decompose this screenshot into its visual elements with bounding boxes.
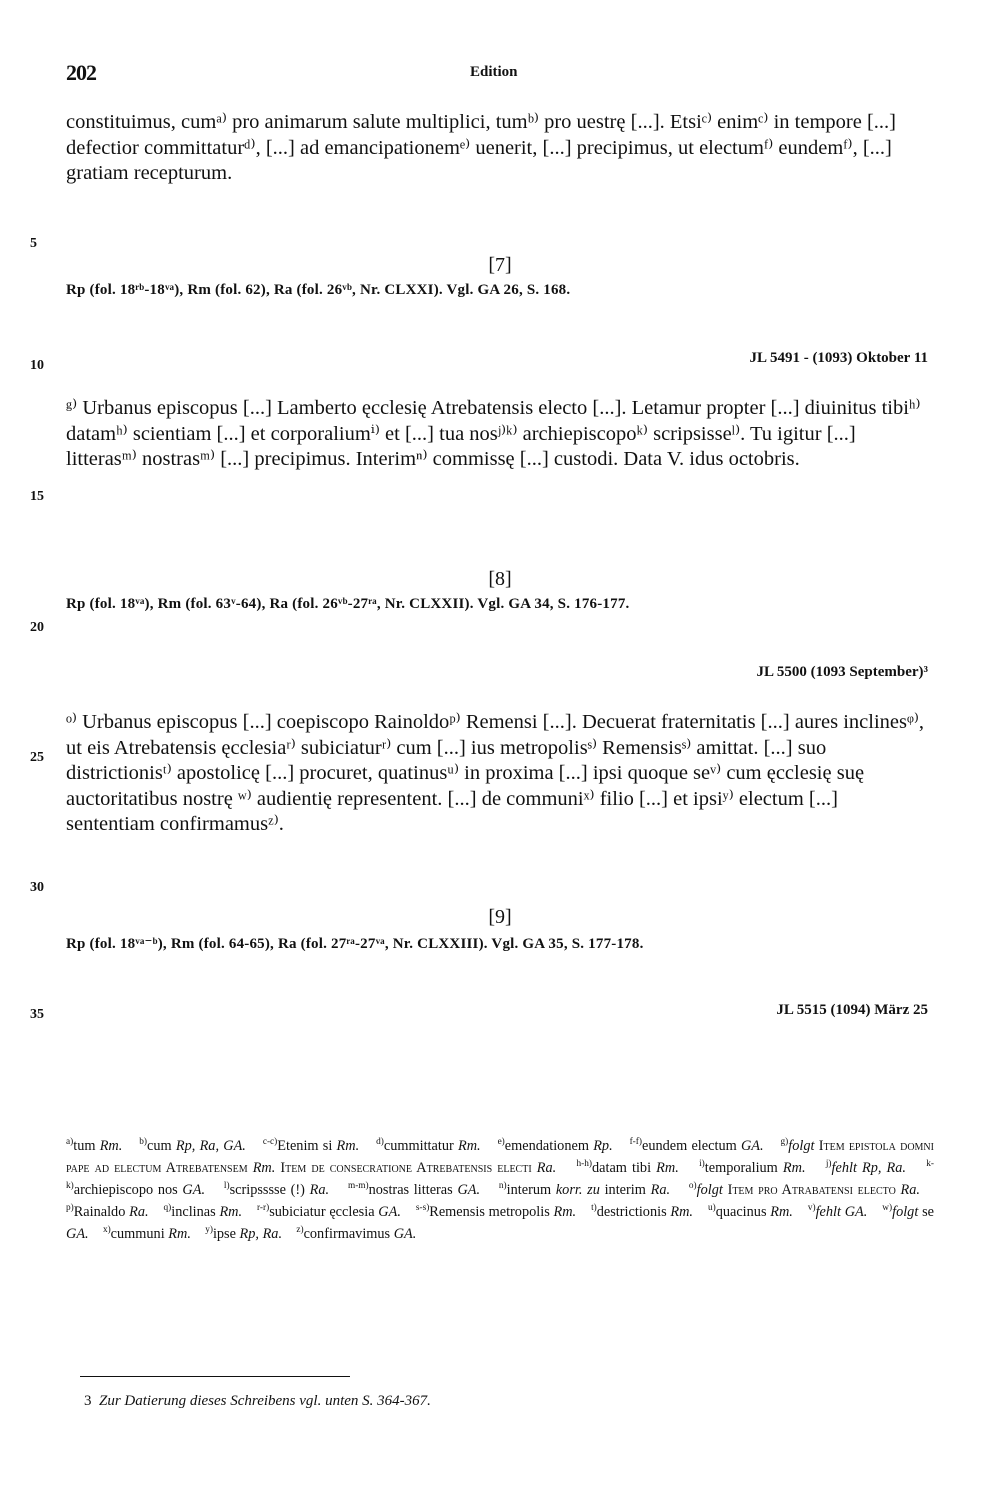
dating-line: JL 5500 (1093 September)³ <box>756 664 928 680</box>
apparatus-entry: $^{b)}$cum Rp, Ra, GA. <box>139 1137 246 1154</box>
footnote <box>84 1393 431 1410</box>
line-number: 25 <box>30 750 44 765</box>
document-text <box>66 396 928 473</box>
apparatus-entry: $^{q)}$inclinas Rm. <box>163 1203 243 1220</box>
document-paragraph: ᵒ⁾ Urbanus episcopus [...] coepiscopo Rainoldoᵖ⁾ Remensi [...]. Decuerat fraternitatis [...] aures inclinesᵠ⁾, ut eis Atrebatensis ęcclesiaʳ⁾ subiciaturʳ⁾ cum [...] ius metropolisˢ⁾ Remensisˢ⁾ amittat. [...] suo districtionisᵗ⁾ apostolicę [...] procuret, quatinusᵘ⁾ in proxima [...] ipsi quoque seᵛ⁾ cum ęcclesię suę auctoritatibus nostrę ʷ⁾ audientię representent. [...] de communiˣ⁾ filio [...] et ipsiʸ⁾ electum [...] sententiam confirmamusᶻ⁾. <box>66 711 924 835</box>
apparatus-entry: $^{g)}$folgt Item epistola domni pape ad electum Atrebatensem Rm. <box>66 1137 934 1176</box>
document-text <box>66 710 928 838</box>
page-number: 202 <box>66 60 96 85</box>
apparatus-entry: $^{e)}$emendationem Rp. <box>497 1137 613 1154</box>
critical-apparatus <box>66 1135 934 1245</box>
apparatus-entry: $^{p)}$Rainaldo Ra. <box>66 1203 149 1220</box>
continuation-paragraph: constituimus, cumᵃ⁾ pro animarum salute multiplici, tumᵇ⁾ pro uestrę [...]. Etsiᶜ⁾ enimᶜ⁾ in tempore [...] defectior committaturᵈ⁾, [...] ad emancipationemᵉ⁾ uenerit, [...] precipimus, ut electumᶠ⁾ eundemᶠ⁾, [...] gratiam recepturum. <box>66 111 896 184</box>
apparatus-entry: Item de consecratione Atrebatensis electi Ra. <box>280 1160 557 1176</box>
running-title: Edition <box>470 64 518 80</box>
apparatus-entry: $^{l)}$scripsssse (!) Ra. <box>223 1181 330 1198</box>
apparatus-entry: $^{v)}$fehlt GA. <box>807 1203 868 1220</box>
line-number: 15 <box>30 489 44 504</box>
footnote-number: 3 <box>84 1393 92 1409</box>
document-paragraph: ᵍ⁾ Urbanus episcopus [...] Lamberto ęcclesię Atrebatensis electo [...]. Letamur propter [...] diuinitus tibiʰ⁾ datamʰ⁾ scientiam [...] et corporaliumⁱ⁾ et [...] tua nosʲ⁾ᵏ⁾ archiepiscopoᵏ⁾ scripsisseˡ⁾. Tu igitur [...] litterasᵐ⁾ nostrasᵐ⁾ [...] precipimus. Interimⁿ⁾ commissę [...] custodi. Data V. idus octobris. <box>66 397 921 470</box>
dating-line: JL 5515 (1094) März 25 <box>776 1002 928 1018</box>
apparatus-entry: $^{u)}$quacinus Rm. <box>707 1203 793 1220</box>
document-number: [9] <box>488 906 512 928</box>
line-number: 20 <box>30 620 44 635</box>
apparatus-entry: $^{d)}$cummittatur Rm. <box>376 1137 481 1154</box>
apparatus-entry: $^{f-f)}$eundem electum GA. <box>629 1137 764 1154</box>
apparatus-entry: $^{t)}$destrictionis Rm. <box>591 1203 694 1220</box>
line-number: 10 <box>30 358 44 373</box>
tradition-line: Rp (fol. 18ʳᵇ-18ᵛᵃ), Rm (fol. 62), Ra (fol. 26ᵛᵇ, Nr. CLXXI). Vgl. GA 26, S. 168. <box>66 282 571 298</box>
dating-line: JL 5491 - (1093) Oktober 11 <box>749 350 928 366</box>
apparatus-entry: $^{s-s)}$Remensis metropolis Rm. <box>415 1203 577 1220</box>
apparatus-entry: $^{a)}$tum Rm. <box>66 1137 123 1154</box>
line-number: 5 <box>30 236 37 251</box>
apparatus-entry: $^{j)}$fehlt Rp, Ra. <box>825 1159 906 1176</box>
apparatus-entry: $^{x)}$cummuni Rm. <box>102 1225 191 1242</box>
apparatus-entry: $^{n)}$interum korr. zu interim Ra. <box>498 1181 671 1198</box>
apparatus-entry: $^{i)}$temporalium Rm. <box>699 1159 806 1176</box>
apparatus-entry: $^{y)}$ipse Rp, Ra. <box>205 1225 283 1242</box>
footnote-rule <box>80 1376 350 1377</box>
continuation-text <box>66 110 928 187</box>
line-number: 35 <box>30 1007 44 1022</box>
apparatus-entry: $^{w)}$folgt se GA. <box>66 1203 934 1242</box>
apparatus-entry: $^{h-h)}$datam tibi Rm. <box>576 1159 679 1176</box>
line-number: 30 <box>30 880 44 895</box>
apparatus-entry: $^{r-r)}$subiciatur ęcclesia GA. <box>257 1203 401 1220</box>
apparatus-entry: $^{k-k)}$archiepiscopo nos GA. <box>66 1159 935 1198</box>
apparatus-entry: $^{z)}$confirmavimus GA. <box>296 1225 417 1242</box>
footnote-text: Zur Datierung dieses Schreibens vgl. unten S. 364-367. <box>99 1393 431 1409</box>
tradition-line: Rp (fol. 18ᵛᵃ), Rm (fol. 63ᵛ-64), Ra (fol. 26ᵛᵇ-27ʳᵃ, Nr. CLXXII). Vgl. GA 34, S. 176-177. <box>66 596 630 612</box>
tradition-line: Rp (fol. 18ᵛᵃ⁻ᵇ), Rm (fol. 64-65), Ra (fol. 27ʳᵃ-27ᵛᵃ, Nr. CLXXIII). Vgl. GA 35, S. 177-178. <box>66 936 644 952</box>
document-number: [7] <box>488 254 512 276</box>
apparatus-entry: $^{o)}$folgt Item pro Atrabatensi electo Ra. <box>688 1181 920 1198</box>
apparatus-entry: $^{c-c)}$Etenim si Rm. <box>262 1137 360 1154</box>
apparatus-entry: $^{m-m)}$nostras litteras GA. <box>347 1181 481 1198</box>
document-number: [8] <box>488 568 512 590</box>
